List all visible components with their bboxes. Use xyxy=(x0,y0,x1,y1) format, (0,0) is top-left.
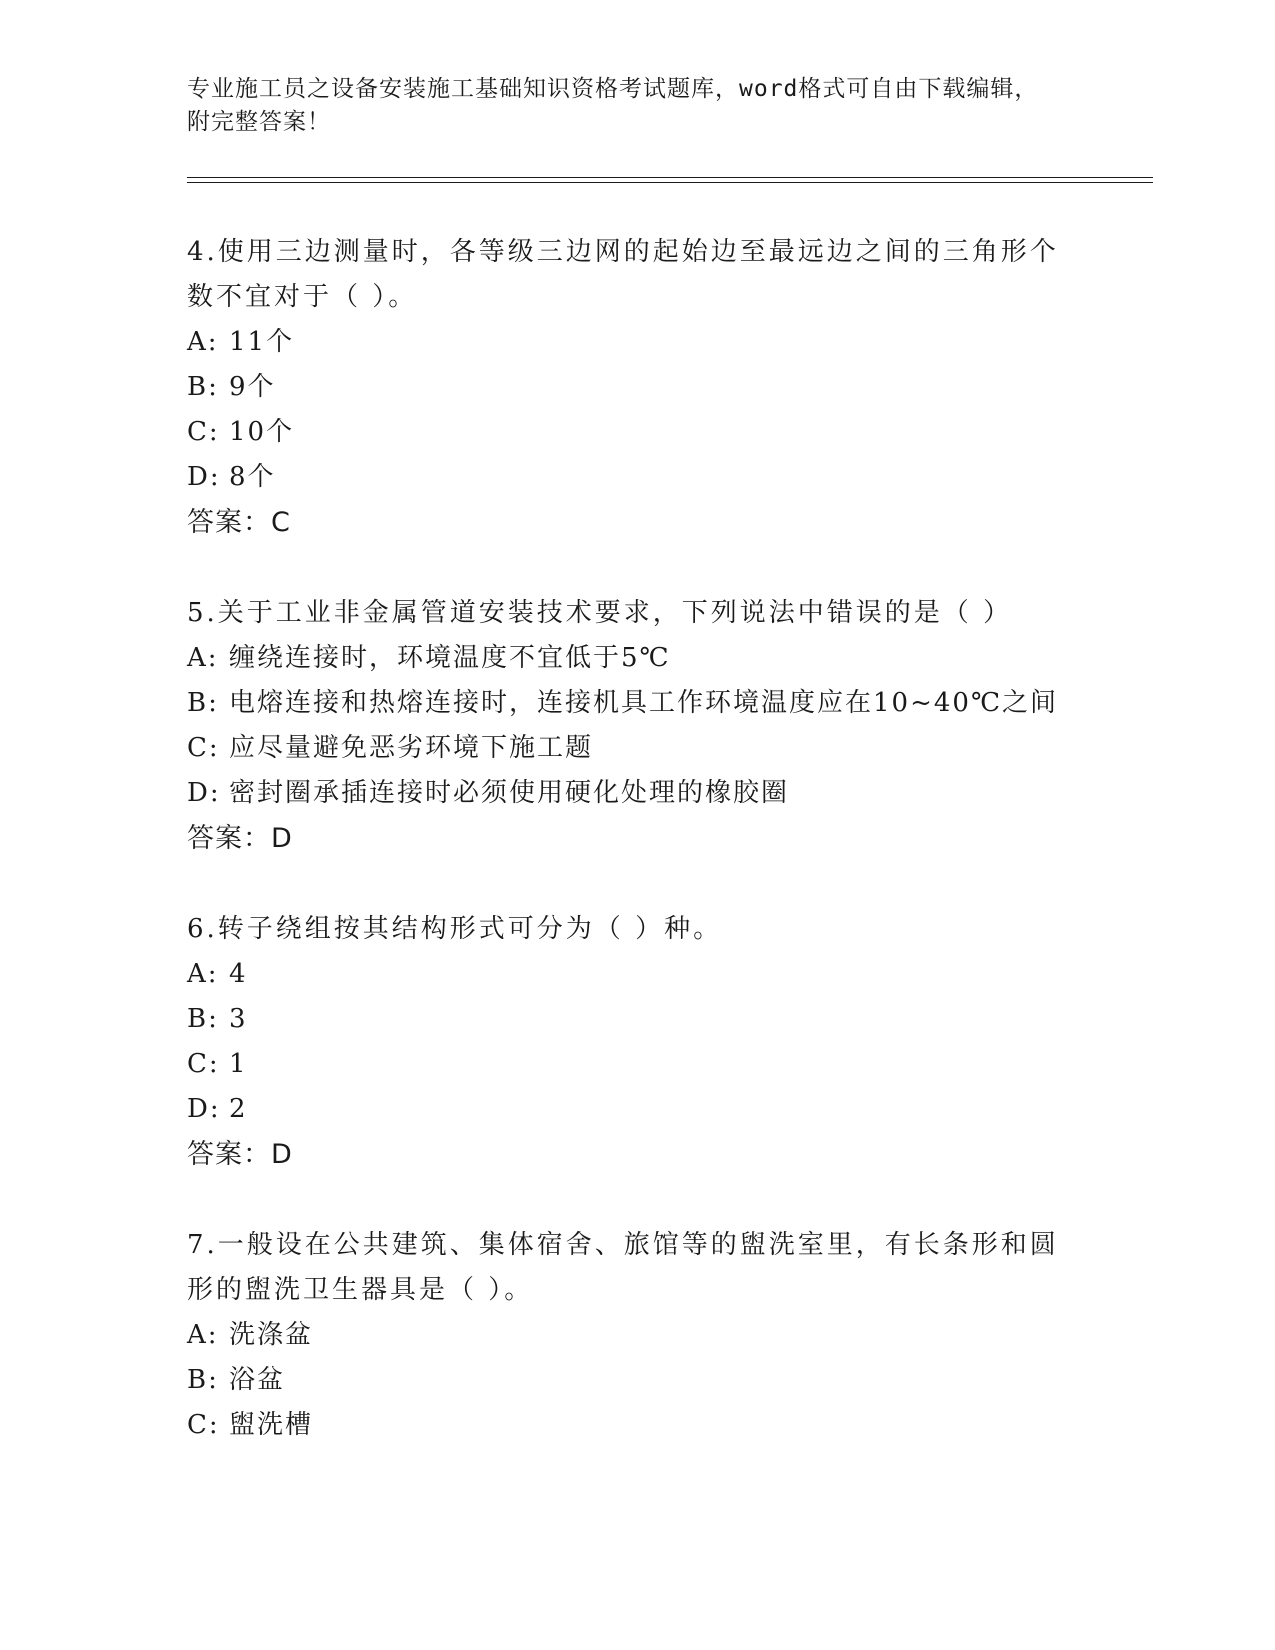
option-label: A: xyxy=(187,959,219,989)
option-c xyxy=(187,410,1087,455)
option-label: A: xyxy=(187,327,219,357)
option-text: 密封圈承插连接时必须使用硬化处理的橡胶圈 xyxy=(229,778,790,808)
option-text: 盥洗槽 xyxy=(229,1410,314,1440)
option-label: D: xyxy=(187,778,221,808)
option-c xyxy=(187,1042,1087,1087)
option-text: 8个 xyxy=(229,462,276,492)
question-7 xyxy=(187,1223,1087,1448)
question-stem-line-2: 形的盥洗卫生器具是（ ）。 xyxy=(187,1275,534,1305)
option-label: B: xyxy=(187,1365,219,1395)
question-stem-line-1: 7.一般设在公共建筑、集体宿舍、旅馆等的盥洗室里，有长条形和圆 xyxy=(187,1230,1059,1260)
option-label: C: xyxy=(187,1410,220,1440)
option-d xyxy=(187,771,1087,816)
question-stem-line-1: 5.关于工业非金属管道安装技术要求，下列说法中错误的是（ ） xyxy=(187,598,1013,628)
option-text: 4 xyxy=(229,959,248,989)
option-b xyxy=(187,681,1087,726)
option-label: A: xyxy=(187,643,219,673)
option-label: C: xyxy=(187,733,220,763)
answer: 答案：D xyxy=(187,823,293,854)
option-label: A: xyxy=(187,1320,219,1350)
option-label: D: xyxy=(187,462,221,492)
option-label: C: xyxy=(187,417,220,447)
option-a xyxy=(187,952,1087,997)
option-text: 洗涤盆 xyxy=(229,1320,314,1350)
option-text: 3 xyxy=(229,1004,248,1034)
option-label: D: xyxy=(187,1094,221,1124)
option-c xyxy=(187,726,1087,771)
question-stem-line-2: 数不宜对于（ ）。 xyxy=(187,282,418,312)
option-a xyxy=(187,320,1087,365)
option-label: C: xyxy=(187,1049,220,1079)
question-5 xyxy=(187,591,1087,861)
option-a xyxy=(187,1313,1087,1358)
option-text: 1 xyxy=(229,1049,248,1079)
option-a xyxy=(187,636,1087,681)
header-line-1: 专业施工员之设备安装施工基础知识资格考试题库，word格式可自由下载编辑， xyxy=(187,76,1039,102)
document-header xyxy=(187,73,1087,139)
question-list xyxy=(187,230,1087,1494)
option-text: 10个 xyxy=(229,417,295,447)
question-stem-line-1: 6.转子绕组按其结构形式可分为（ ）种。 xyxy=(187,914,723,944)
question-stem-line-1: 4.使用三边测量时，各等级三边网的起始边至最远边之间的三角形个 xyxy=(187,237,1059,267)
option-b xyxy=(187,365,1087,410)
option-text: 应尽量避免恶劣环境下施工题 xyxy=(229,733,594,763)
answer: 答案：D xyxy=(187,1139,293,1170)
option-d xyxy=(187,455,1087,500)
option-label: B: xyxy=(187,1004,219,1034)
option-text: 浴盆 xyxy=(229,1365,286,1395)
option-text: 电熔连接和热熔连接时，连接机具工作环境温度应在10~40℃之间 xyxy=(229,688,1059,718)
option-text: 9个 xyxy=(229,372,276,402)
option-text: 2 xyxy=(229,1094,248,1124)
header-divider-bottom xyxy=(187,182,1153,183)
header-line-2: 附完整答案！ xyxy=(187,109,331,135)
option-text: 缠绕连接时，环境温度不宜低于5℃ xyxy=(229,643,671,673)
option-text: 11个 xyxy=(229,327,295,357)
option-label: B: xyxy=(187,372,219,402)
answer: 答案：C xyxy=(187,507,291,538)
question-4 xyxy=(187,230,1087,545)
option-c xyxy=(187,1403,1087,1448)
option-d xyxy=(187,1087,1087,1132)
question-6 xyxy=(187,907,1087,1177)
header-divider-top xyxy=(187,177,1153,178)
option-b xyxy=(187,1358,1087,1403)
option-b xyxy=(187,997,1087,1042)
option-label: B: xyxy=(187,688,219,718)
